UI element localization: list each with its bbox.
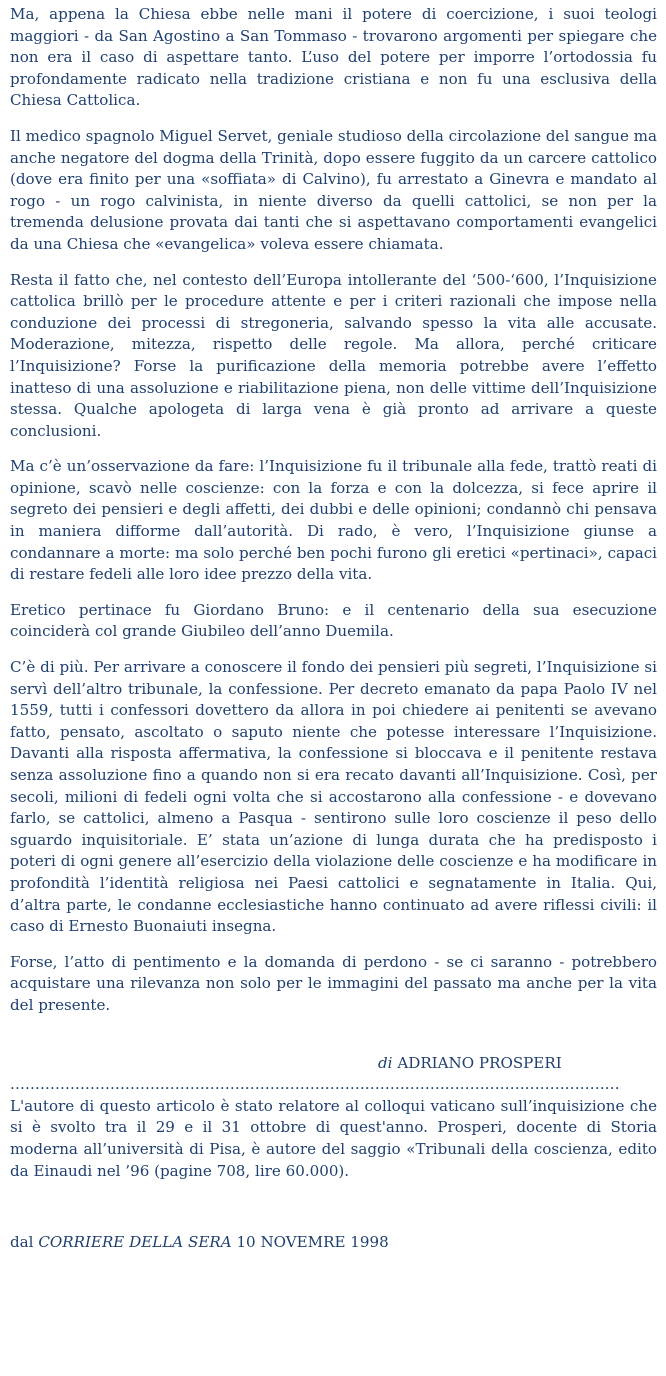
article-paragraph-6: C’è di più. Per arrivare a conoscere il fondo dei pensieri più segreti, l’Inquisizione si servì dell’altro tribunale, la confessione. Per decreto emanato da papa Paolo IV nel 1559, tutti i confessori dovettero da allora in poi chiedere ai penitenti se avevano fatto, pensato, ascoltato o saputo niente che potesse interessare l’Inquisizione. Davanti alla risposta affermativa, la confessione si bloccava e il penitente restava senza assoluzione fino a quando non si era recato davanti all’Inquisizione. Così, per secoli, milioni di fedeli ogni volta che si accostarono alla confessione - e dovevano farlo, se cattolici, almeno a Pasqua - sentirono sulle loro coscienze il peso dello sguardo inquisitoriale. E’ stata un’azione di lunga durata che ha predisposto i poteri di ogni genere all’esercizio della violazione delle coscienze e ha modificare in profondità l’identità religiosa nei Paesi cattolici e segnatamente in Italia. Qui, d’altra parte, le condanne ecclesiastiche hanno continuato ad avere riflessi civili: il caso di Ernesto Buonaiuti insegna.: [10, 658, 657, 936]
article-paragraph-2: Il medico spagnolo Miguel Servet, geniale studioso della circolazione del sangue ma anche negatore del dogma della Trinità, dopo essere fuggito da un carcere cattolico (dove era finito per una «soffiata» di Calvino), fu arrestato a Ginevra e mandato al rogo - un rogo calvinista, in niente diverso da quelli cattolici, se non per la tremenda delusione provata dai tanti che si aspettavano comportamenti evangelici da una Chiesa che «evangelica» voleva essere chiamata.: [10, 126, 657, 253]
author-note: L'autore di questo articolo è stato relatore al colloqui vaticano sull’inquisizione che si è svolto tra il 29 e il 31 ottobre di quest'anno. Prosperi, docente di Storia moderna all’università di Pisa, è autore del saggio «Tribunali della coscienza, edito da Einaudi nel ’96 (pagine 708, lire 60.000).: [10, 1096, 657, 1180]
dotted-separator: ..........................................................................................................................: [10, 1075, 620, 1094]
signature-author: ADRIANO PROSPERI: [397, 1053, 562, 1072]
author-signature: [10, 1053, 657, 1075]
article-paragraph-3: Resta il fatto che, nel contesto dell’Europa intollerante del ‘500-‘600, l’Inquisizione cattolica brillò per le procedure attente e per i criteri razionali che impose nella conduzione dei processi di stregoneria, salvando spesso la vita alle accusate. Moderazione, mitezza, rispetto delle regole. Ma allora, perché criticare l’Inquisizione? Forse la purificazione della memoria potrebbe avere l’effetto inatteso di una assoluzione e riabilitazione piena, non delle vittime dell’Inquisizione stessa. Qualche apologeta di larga vena è già pronto ad arrivare a queste conclusioni.: [10, 270, 657, 440]
source-date: 10 NOVEMRE 1998: [236, 1233, 389, 1252]
article-paragraph-4: Ma c’è un’osservazione da fare: l’Inquisizione fu il tribunale alla fede, trattò reati di opinione, scavò nelle coscienze: con la forza e con la dolcezza, si fece aprire il segreto dei pensieri e degli affetti, dei dubbi e delle opinioni; condannò chi pensava in maniera difforme dall’autorità. Di rado, è vero, l’Inquisizione giunse a condannare a morte: ma solo perché ben pochi furono gli eretici «pertinaci», capaci di restare fedeli alle loro idee prezzo della vita.: [10, 457, 657, 584]
article-paragraph-1: Ma, appena la Chiesa ebbe nelle mani il potere di coercizione, i suoi teologi maggiori - da San Agostino a San Tommaso - trovarono argomenti per spiegare che non era il caso di aspettare tanto. L’uso del potere per imporre l’ortodossia fu profondamente radicato nella tradizione cristiana e non fu una esclusiva della Chiesa Cattolica.: [10, 5, 657, 110]
source-credit: [10, 1232, 657, 1254]
source-newspaper: CORRIERE DELLA SERA: [38, 1233, 232, 1252]
signature-prefix: di: [378, 1053, 393, 1072]
article-paragraph-5: Eretico pertinace fu Giordano Bruno: e il centenario della sua esecuzione coinciderà col grande Giubileo dell’anno Duemila.: [10, 600, 657, 641]
source-prefix: dal: [10, 1233, 34, 1252]
article-paragraph-7: Forse, l’atto di pentimento e la domanda di perdono - se ci saranno - potrebbero acquistare una rilevanza non solo per le immagini del passato ma anche per la vita del presente.: [10, 952, 657, 1014]
